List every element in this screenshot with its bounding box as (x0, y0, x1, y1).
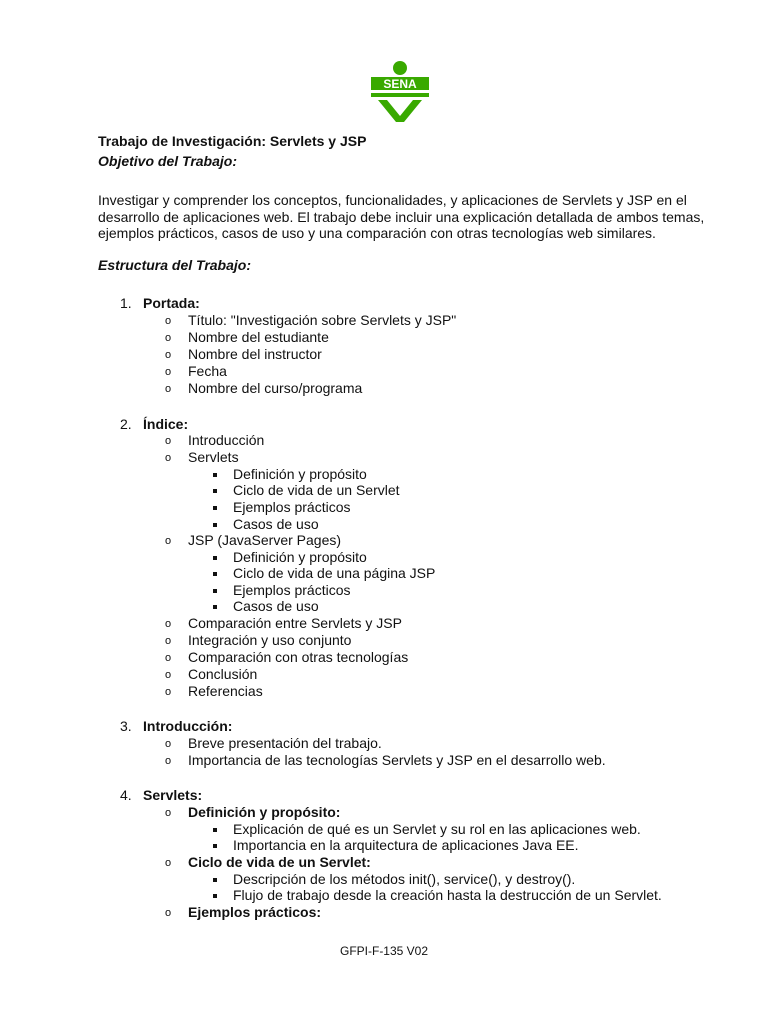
objective-line: desarrollo de aplicaciones web. El trabajo debe incluir una explicación detallada de ambos temas, (98, 208, 705, 225)
square-bullet-icon (213, 489, 217, 493)
circle-bullet-icon: o (165, 366, 172, 378)
list-item: Comparación entre Servlets y JSP (188, 615, 402, 631)
list-item: Introducción (188, 432, 265, 448)
sub-list-item: Casos de uso (233, 598, 319, 614)
square-bullet-icon (213, 894, 217, 898)
objective-line: Investigar y comprender los conceptos, funcionalidades, y aplicaciones de Servlets y JSP en el (98, 192, 687, 208)
circle-bullet-icon: o (165, 807, 172, 819)
section-heading: Servlets: (143, 787, 203, 803)
square-bullet-icon (213, 605, 217, 609)
list-number: 4. (120, 787, 132, 803)
circle-bullet-icon: o (165, 857, 172, 869)
circle-bullet-icon: o (165, 618, 172, 630)
objective-heading: Objetivo del Trabajo: (98, 153, 237, 169)
circle-bullet-icon: o (165, 635, 172, 647)
list-item: Importancia de las tecnologías Servlets y JSP en el desarrollo web. (188, 752, 606, 768)
square-bullet-icon (213, 828, 217, 832)
sub-list-item: Importancia en la arquitectura de aplicaciones Java EE. (233, 837, 579, 853)
list-item: Servlets (188, 449, 239, 465)
circle-bullet-icon: o (165, 686, 172, 698)
square-bullet-icon (213, 506, 217, 510)
square-bullet-icon (213, 473, 217, 477)
sub-list-item: Explicación de qué es un Servlet y su rol en las aplicaciones web. (233, 821, 641, 837)
list-item: Conclusión (188, 666, 258, 682)
square-bullet-icon (213, 844, 217, 848)
circle-bullet-icon: o (165, 738, 172, 750)
document-title: Trabajo de Investigación: Servlets y JSP (98, 133, 367, 149)
sub-list-item: Descripción de los métodos init(), service(), y destroy(). (233, 871, 576, 887)
sub-list-item: Definición y propósito (233, 549, 367, 565)
sub-list-item: Definición y propósito (233, 466, 367, 482)
section-heading: Introducción: (143, 718, 233, 734)
list-item: Nombre del instructor (188, 346, 322, 362)
structure-heading: Estructura del Trabajo: (98, 257, 252, 273)
list-item: Comparación con otras tecnologías (188, 649, 409, 665)
square-bullet-icon (213, 523, 217, 527)
square-bullet-icon (213, 556, 217, 560)
sub-list-item: Ciclo de vida de una página JSP (233, 565, 436, 581)
circle-bullet-icon: o (165, 755, 172, 767)
list-item: Breve presentación del trabajo. (188, 735, 382, 751)
circle-bullet-icon: o (165, 435, 172, 447)
list-item: Fecha (188, 363, 227, 379)
list-item: Integración y uso conjunto (188, 632, 352, 648)
list-number: 2. (120, 416, 132, 432)
circle-bullet-icon: o (165, 669, 172, 681)
circle-bullet-icon: o (165, 907, 172, 919)
sena-logo (368, 60, 432, 122)
list-item: Definición y propósito: (188, 804, 341, 820)
list-item: Título: "Investigación sobre Servlets y JSP" (188, 312, 457, 328)
circle-bullet-icon: o (165, 349, 172, 361)
section-heading: Portada: (143, 295, 200, 311)
list-item: Nombre del curso/programa (188, 380, 363, 396)
circle-bullet-icon: o (165, 315, 172, 327)
sub-list-item: Ejemplos prácticos (233, 582, 351, 598)
list-item: JSP (JavaServer Pages) (188, 532, 342, 548)
square-bullet-icon (213, 589, 217, 593)
circle-bullet-icon: o (165, 652, 172, 664)
list-number: 3. (120, 718, 132, 734)
circle-bullet-icon: o (165, 383, 172, 395)
list-item: Nombre del estudiante (188, 329, 329, 345)
objective-line: ejemplos prácticos, casos de uso y una comparación con otras tecnologías web similares. (98, 225, 656, 241)
square-bullet-icon (213, 878, 217, 882)
sub-list-item: Ciclo de vida de un Servlet (233, 482, 400, 498)
list-item: Ciclo de vida de un Servlet: (188, 854, 371, 870)
sub-list-item: Casos de uso (233, 516, 319, 532)
list-number: 1. (120, 295, 132, 311)
circle-bullet-icon: o (165, 535, 172, 547)
list-item: Ejemplos prácticos: (188, 904, 322, 920)
sub-list-item: Ejemplos prácticos (233, 499, 351, 515)
circle-bullet-icon: o (165, 332, 172, 344)
list-item: Referencias (188, 683, 263, 699)
footer-code: GFPI-F-135 V02 (339, 944, 429, 958)
square-bullet-icon (213, 572, 217, 576)
section-heading: Índice: (143, 416, 189, 432)
circle-bullet-icon: o (165, 452, 172, 464)
sub-list-item: Flujo de trabajo desde la creación hasta la destrucción de un Servlet. (233, 887, 662, 903)
svg-text:SENA: SENA (383, 77, 417, 91)
objective-paragraph (98, 192, 708, 242)
